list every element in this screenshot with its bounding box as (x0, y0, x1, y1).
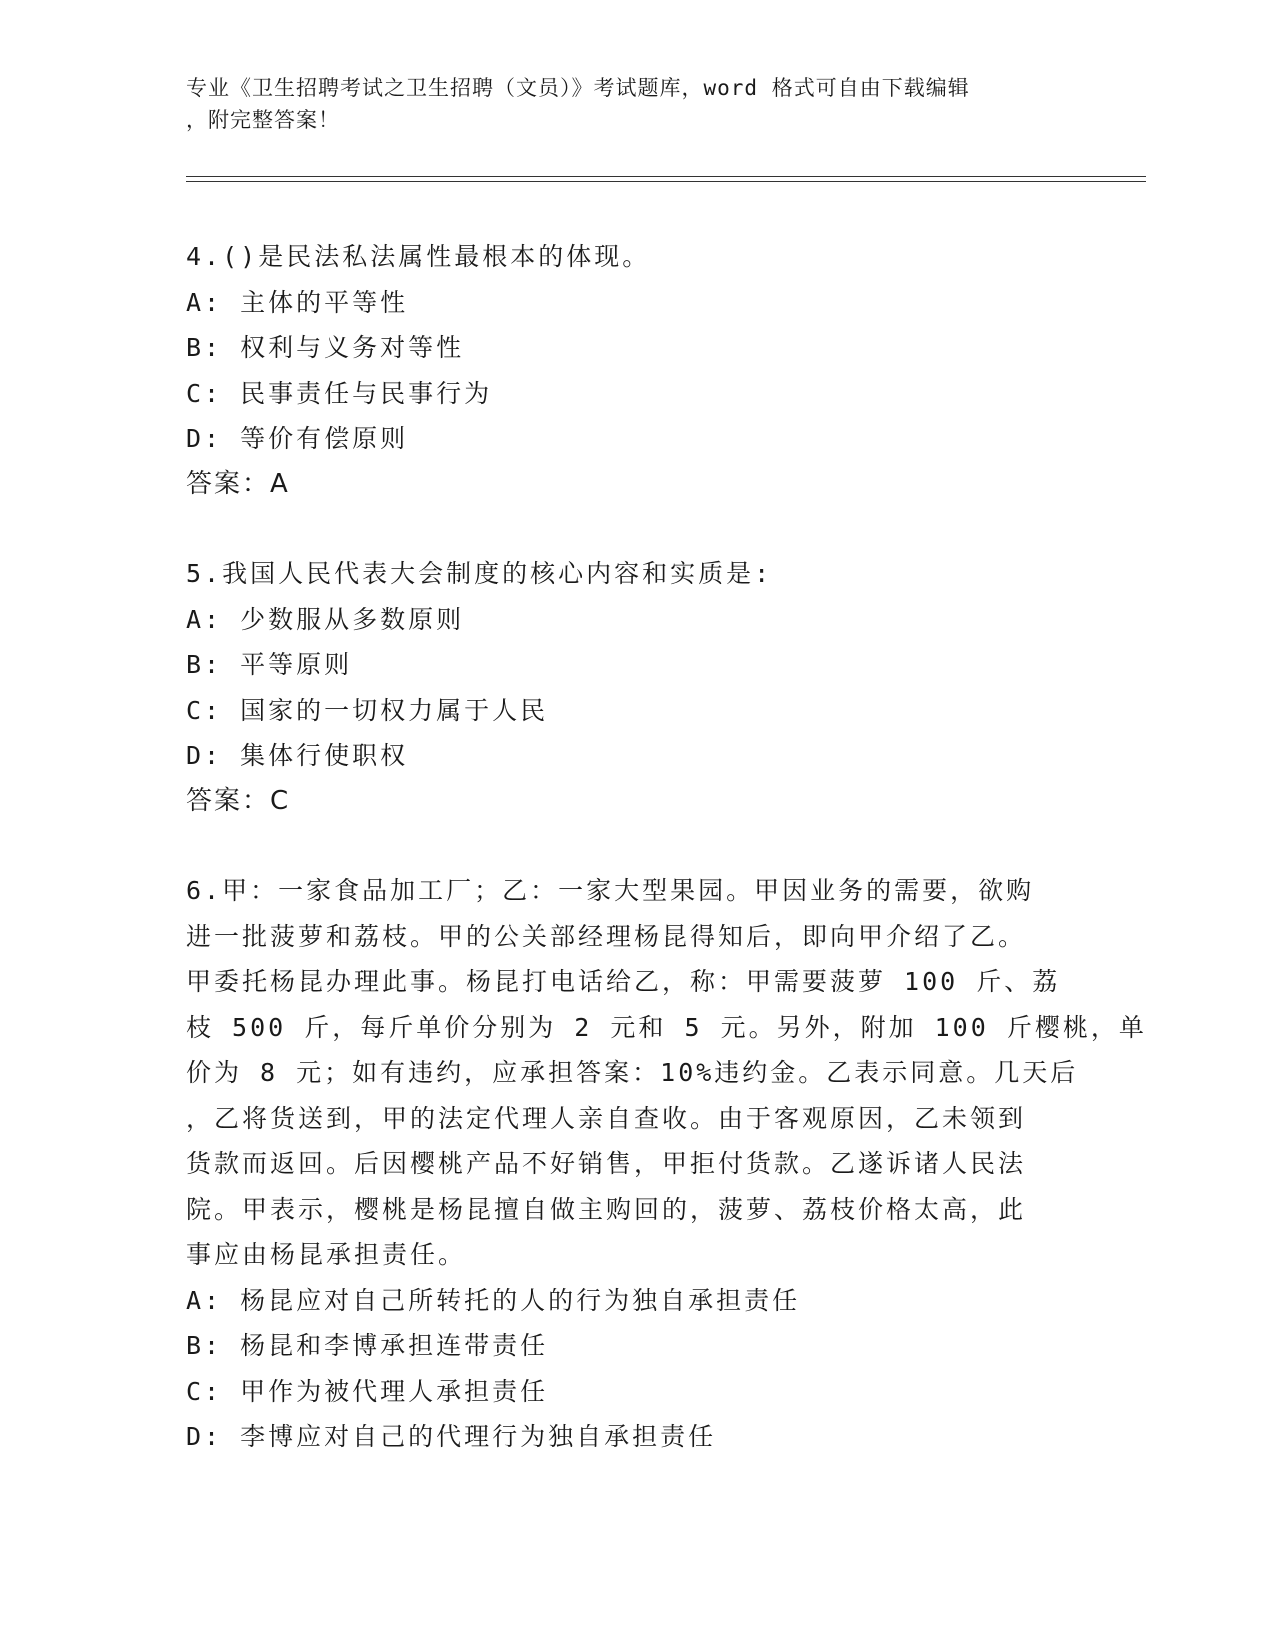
option-d: D: 集体行使职权 (186, 741, 409, 770)
question-stem-line: 进一批菠萝和荔枝。甲的公关部经理杨昆得知后，即向甲介绍了乙。 (186, 921, 1027, 951)
answer-line: 答案：C (186, 785, 291, 816)
question-stem: 5.我国人民代表大会制度的核心内容和实质是: (186, 559, 773, 588)
option-a: A: 少数服从多数原则 (186, 604, 465, 634)
question-stem-line: 枝 500 斤，每斤单价分别为 2 元和 5 元。另外，附加 100 斤樱桃，单 (186, 1012, 1147, 1042)
question-stem-line: 货款而返回。后因樱桃产品不好销售，甲拒付货款。乙遂诉诸人民法 (186, 1149, 1027, 1178)
header-line-2: ，附完整答案！ (186, 108, 340, 132)
option-c: C: 民事责任与民事行为 (186, 378, 493, 408)
header-divider-bottom (186, 181, 1146, 182)
document-header (186, 72, 1066, 136)
question-list (186, 234, 1147, 1504)
question-stem-line: 甲委托杨昆办理此事。杨昆打电话给乙，称：甲需要菠萝 100 斤、荔 (186, 967, 1061, 996)
question-stem-line: 事应由杨昆承担责任。 (186, 1240, 467, 1269)
question-6 (186, 868, 1147, 1460)
option-c: C: 国家的一切权力属于人民 (186, 695, 549, 725)
answer-line: 答案：A (186, 468, 290, 499)
option-a: A: 主体的平等性 (186, 287, 409, 317)
question-stem: 4.()是民法私法属性最根本的体现。 (186, 242, 651, 271)
option-c: C: 甲作为被代理人承担责任 (186, 1376, 549, 1406)
option-a: A: 杨昆应对自己所转托的人的行为独自承担责任 (186, 1285, 801, 1315)
header-divider-top (186, 176, 1146, 177)
option-d: D: 等价有偿原则 (186, 424, 409, 453)
question-stem-line: 价为 8 元；如有违约，应承担答案：10%违约金。乙表示同意。几天后 (186, 1058, 1079, 1087)
header-line-1: 专业《卫生招聘考试之卫生招聘（文员）》考试题库，word 格式可自由下载编辑 (186, 76, 970, 100)
question-stem-line: 院。甲表示，樱桃是杨昆擅自做主购回的，菠萝、荔枝价格太高，此 (186, 1194, 1027, 1224)
question-stem-line: 6.甲：一家食品加工厂；乙：一家大型果园。甲因业务的需要，欲购 (186, 876, 1035, 905)
option-b: B: 权利与义务对等性 (186, 333, 465, 362)
option-b: B: 平等原则 (186, 650, 353, 679)
option-b: B: 杨昆和李博承担连带责任 (186, 1331, 549, 1360)
question-4 (186, 234, 1086, 507)
question-stem-line: ，乙将货送到，甲的法定代理人亲自查收。由于客观原因，乙未领到 (186, 1103, 1027, 1133)
question-5 (186, 551, 1086, 824)
option-d: D: 李博应对自己的代理行为独自承担责任 (186, 1422, 717, 1451)
